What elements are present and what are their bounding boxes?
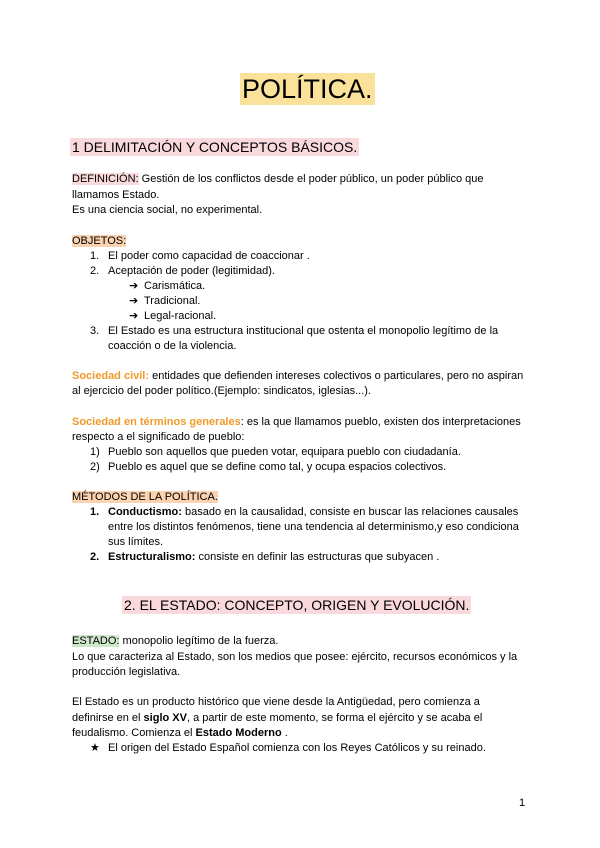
definicion-text: Gestión de los conflictos desde el poder público, un poder público que [138,173,484,185]
origen-item: El origen del Estado Español comienza con los Reyes Católicos y su reinado. [108,742,486,754]
metodos-heading [72,490,218,505]
star-icon: ★ [90,742,100,754]
producto-line-3 [72,726,288,741]
estado-paragraph [72,634,278,649]
metodo-item-line-3: sus límites. [108,536,164,548]
sociedad-general-paragraph [72,415,521,430]
producto-text: , a partir de este momento, se forma el ejército y se acaba el [186,712,483,724]
metodo-text: consiste en definir las estructuras que subyacen . [195,551,440,563]
arrow-right-icon: ➔ [129,280,139,292]
section-1-heading: 1 DELIMITACIÓN Y CONCEPTOS BÁSICOS. [72,139,358,155]
legitimidad-tipo: Carismática. [144,280,206,292]
ciencia-line: Es una ciencia social, no experimental. [72,204,263,216]
metodo-item-line-2: entre los distintos fenómenos, tiene una tendencia al determinismo,y eso condiciona [108,521,519,533]
legitimidad-tipo: Legal-racional. [144,310,217,322]
list-number: 1) [90,446,100,458]
objetos-item: El poder como capacidad de coaccionar . [108,250,310,262]
page-number: 1 [519,797,526,809]
list-number: 2. [90,265,100,277]
sociedad-general-text: : es la que llamamos pueblo, existen dos interpretaciones [240,416,521,428]
list-number: 1. [90,506,100,518]
objetos-heading [72,234,126,249]
metodo-text: basado en la causalidad, consiste en buscar las relaciones causales [181,506,519,518]
metodo-item [108,505,518,520]
caracteriza-line-2: producción legislativa. [72,666,181,678]
estado-text: monopolio legítimo de la fuerza. [119,635,279,647]
caracteriza-line-1: Lo que caracteriza al Estado, son los medios que posee: ejército, recursos económicos y la [72,651,518,663]
metodo-name: Estructuralismo: [108,551,196,563]
arrow-right-icon: ➔ [129,310,139,322]
section-2-heading: 2. EL ESTADO: CONCEPTO, ORIGEN Y EVOLUCIÓN. [124,597,470,613]
producto-line-2 [72,711,482,726]
estado-label: ESTADO: [72,635,120,647]
sociedad-civil-text: entidades que defienden intereses colectivos o particulares, pero no aspiran [149,370,524,382]
sociedad-civil-label: Sociedad civil: [72,370,150,382]
metodos-label: MÉTODOS DE LA POLÍTICA. [72,491,218,503]
sociedad-general-label: Sociedad en términos generales [72,416,241,428]
sociedad-civil-paragraph [72,369,523,384]
objetos-item: Aceptación de poder (legitimidad). [108,265,275,277]
metodo-item [108,550,439,565]
objetos-item-line-2: coacción o de la violencia. [108,340,237,352]
metodo-name: Conductismo: [108,506,182,518]
list-number: 2. [90,551,100,563]
legitimidad-tipo: Tradicional. [144,295,201,307]
producto-text: definirse en el [72,712,144,724]
objetos-label: OBJETOS: [72,235,127,247]
definicion-line-2: llamamos Estado. [72,189,160,201]
producto-line-1: El Estado es un producto histórico que viene desde la Antigüedad, pero comienza a [72,696,480,708]
list-number: 2) [90,461,100,473]
producto-text: feudalismo. Comienza el [72,727,196,739]
estado-moderno: Estado Moderno [195,727,282,739]
definicion-paragraph [72,172,484,187]
producto-text: . [281,727,288,739]
sociedad-general-line-2: respecto a el significado de pueblo: [72,431,245,443]
pueblo-item: Pueblo es aquel que se define como tal, y ocupa espacios colectivos. [108,461,447,473]
sociedad-civil-line-2: al ejercicio del poder político.(Ejemplo: sindicatos, iglesias...). [72,385,371,397]
definicion-label: DEFINICIÓN: [72,173,139,185]
siglo-xv: siglo XV [143,712,187,724]
objetos-item: El Estado es una estructura institucional que ostenta el monopolio legítimo de la [108,325,499,337]
page-title: POLÍTICA. [242,74,373,104]
list-number: 3. [90,325,100,337]
list-number: 1. [90,250,100,262]
arrow-right-icon: ➔ [129,295,139,307]
pueblo-item: Pueblo son aquellos que pueden votar, equipara pueblo con ciudadanía. [108,446,461,458]
